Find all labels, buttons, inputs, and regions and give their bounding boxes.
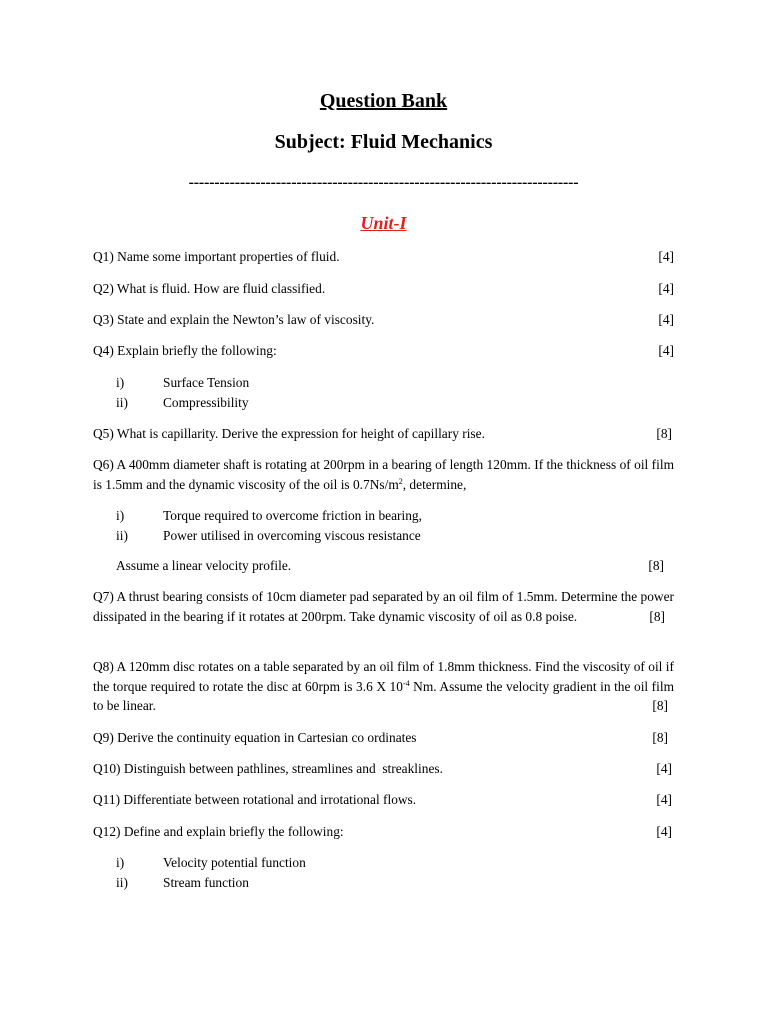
list-item: ii) Power utilised in overcoming viscous resistance xyxy=(116,527,421,543)
question-marks: [8] xyxy=(648,558,664,573)
question-marks: [8] xyxy=(656,426,672,441)
question-9 xyxy=(93,728,674,748)
question-marks: [8] xyxy=(652,730,668,745)
subject-heading: Subject: Fluid Mechanics xyxy=(274,131,493,153)
unit-heading: Unit-I xyxy=(360,213,407,233)
question-5 xyxy=(93,424,674,444)
question-text: Q10) Distinguish between pathlines, streamlines and streaklines. xyxy=(93,761,443,776)
question-text: Q1) Name some important properties of fluid. xyxy=(93,249,340,264)
question-marks: [4] xyxy=(656,792,672,807)
question-text: Q9) Derive the continuity equation in Cartesian co ordinates xyxy=(93,730,417,745)
question-7: Q7) A thrust bearing consists of 10cm diameter pad separated by an oil film of 1.5mm. Determine the power dissipated in the bearing if it rotates at 200rpm. Take dynamic viscosity of oil as 0.8 poise. [8] xyxy=(93,587,674,626)
question-11 xyxy=(93,790,674,810)
question-bank-page xyxy=(93,0,674,1024)
list-item: i) Torque required to overcome friction in bearing, xyxy=(116,508,422,523)
question-4-subitems xyxy=(116,373,676,412)
question-12-subitems xyxy=(116,853,676,892)
question-6: Q6) A 400mm diameter shaft is rotating at 200rpm in a bearing of length 120mm. If the thickness of oil film is 1.5mm and the dynamic viscosity of the oil is $0.7Ns/m^2$, determine, xyxy=(93,457,674,492)
question-text: Q2) What is fluid. How are fluid classified. xyxy=(93,281,326,296)
question-marks: [4] xyxy=(658,343,674,358)
page-title: Question Bank xyxy=(319,90,448,112)
question-text: Q12) Define and explain briefly the following: xyxy=(93,824,344,839)
question-text: Q3) State and explain the Newton’s law of viscosity. xyxy=(93,312,375,327)
question-marks: [8] xyxy=(652,698,668,713)
question-text: Q4) Explain briefly the following: xyxy=(93,343,277,358)
divider-line: ---------------------------------------------------------------------------- xyxy=(188,174,579,191)
question-2 xyxy=(93,279,674,299)
question-6-subitems xyxy=(116,506,676,545)
question-marks: [4] xyxy=(658,281,674,296)
question-marks: [4] xyxy=(658,312,674,327)
question-marks: [4] xyxy=(658,249,674,264)
question-12 xyxy=(93,822,674,842)
list-item: ii) Compressibility xyxy=(116,394,249,410)
question-marks: [4] xyxy=(656,824,672,839)
question-text: Q5) What is capillarity. Derive the expression for height of capillary rise. xyxy=(93,426,485,441)
list-item: i) Velocity potential function xyxy=(116,855,306,870)
list-item: i) Surface Tension xyxy=(116,375,250,390)
question-marks: [4] xyxy=(656,761,672,776)
question-4 xyxy=(93,341,674,361)
list-item: ii) Stream function xyxy=(116,874,249,890)
question-10 xyxy=(93,759,674,779)
question-marks: [8] xyxy=(649,608,665,624)
question-text: Q11) Differentiate between rotational and irrotational flows. xyxy=(93,792,417,807)
question-6-assumption: Assume a linear velocity profile. [8] xyxy=(116,556,664,576)
question-1 xyxy=(93,247,674,267)
question-3 xyxy=(93,310,674,330)
question-8: Q8) A 120mm disc rotates on a table separated by an oil film of 1.8mm thickness. Find the viscosity of oil if the torque required to rotate the disc at 60rpm is 3.6 X $10^{-4}$ Nm. Assume the velocity gradient in the oil film to be linear. [8] xyxy=(93,657,674,716)
